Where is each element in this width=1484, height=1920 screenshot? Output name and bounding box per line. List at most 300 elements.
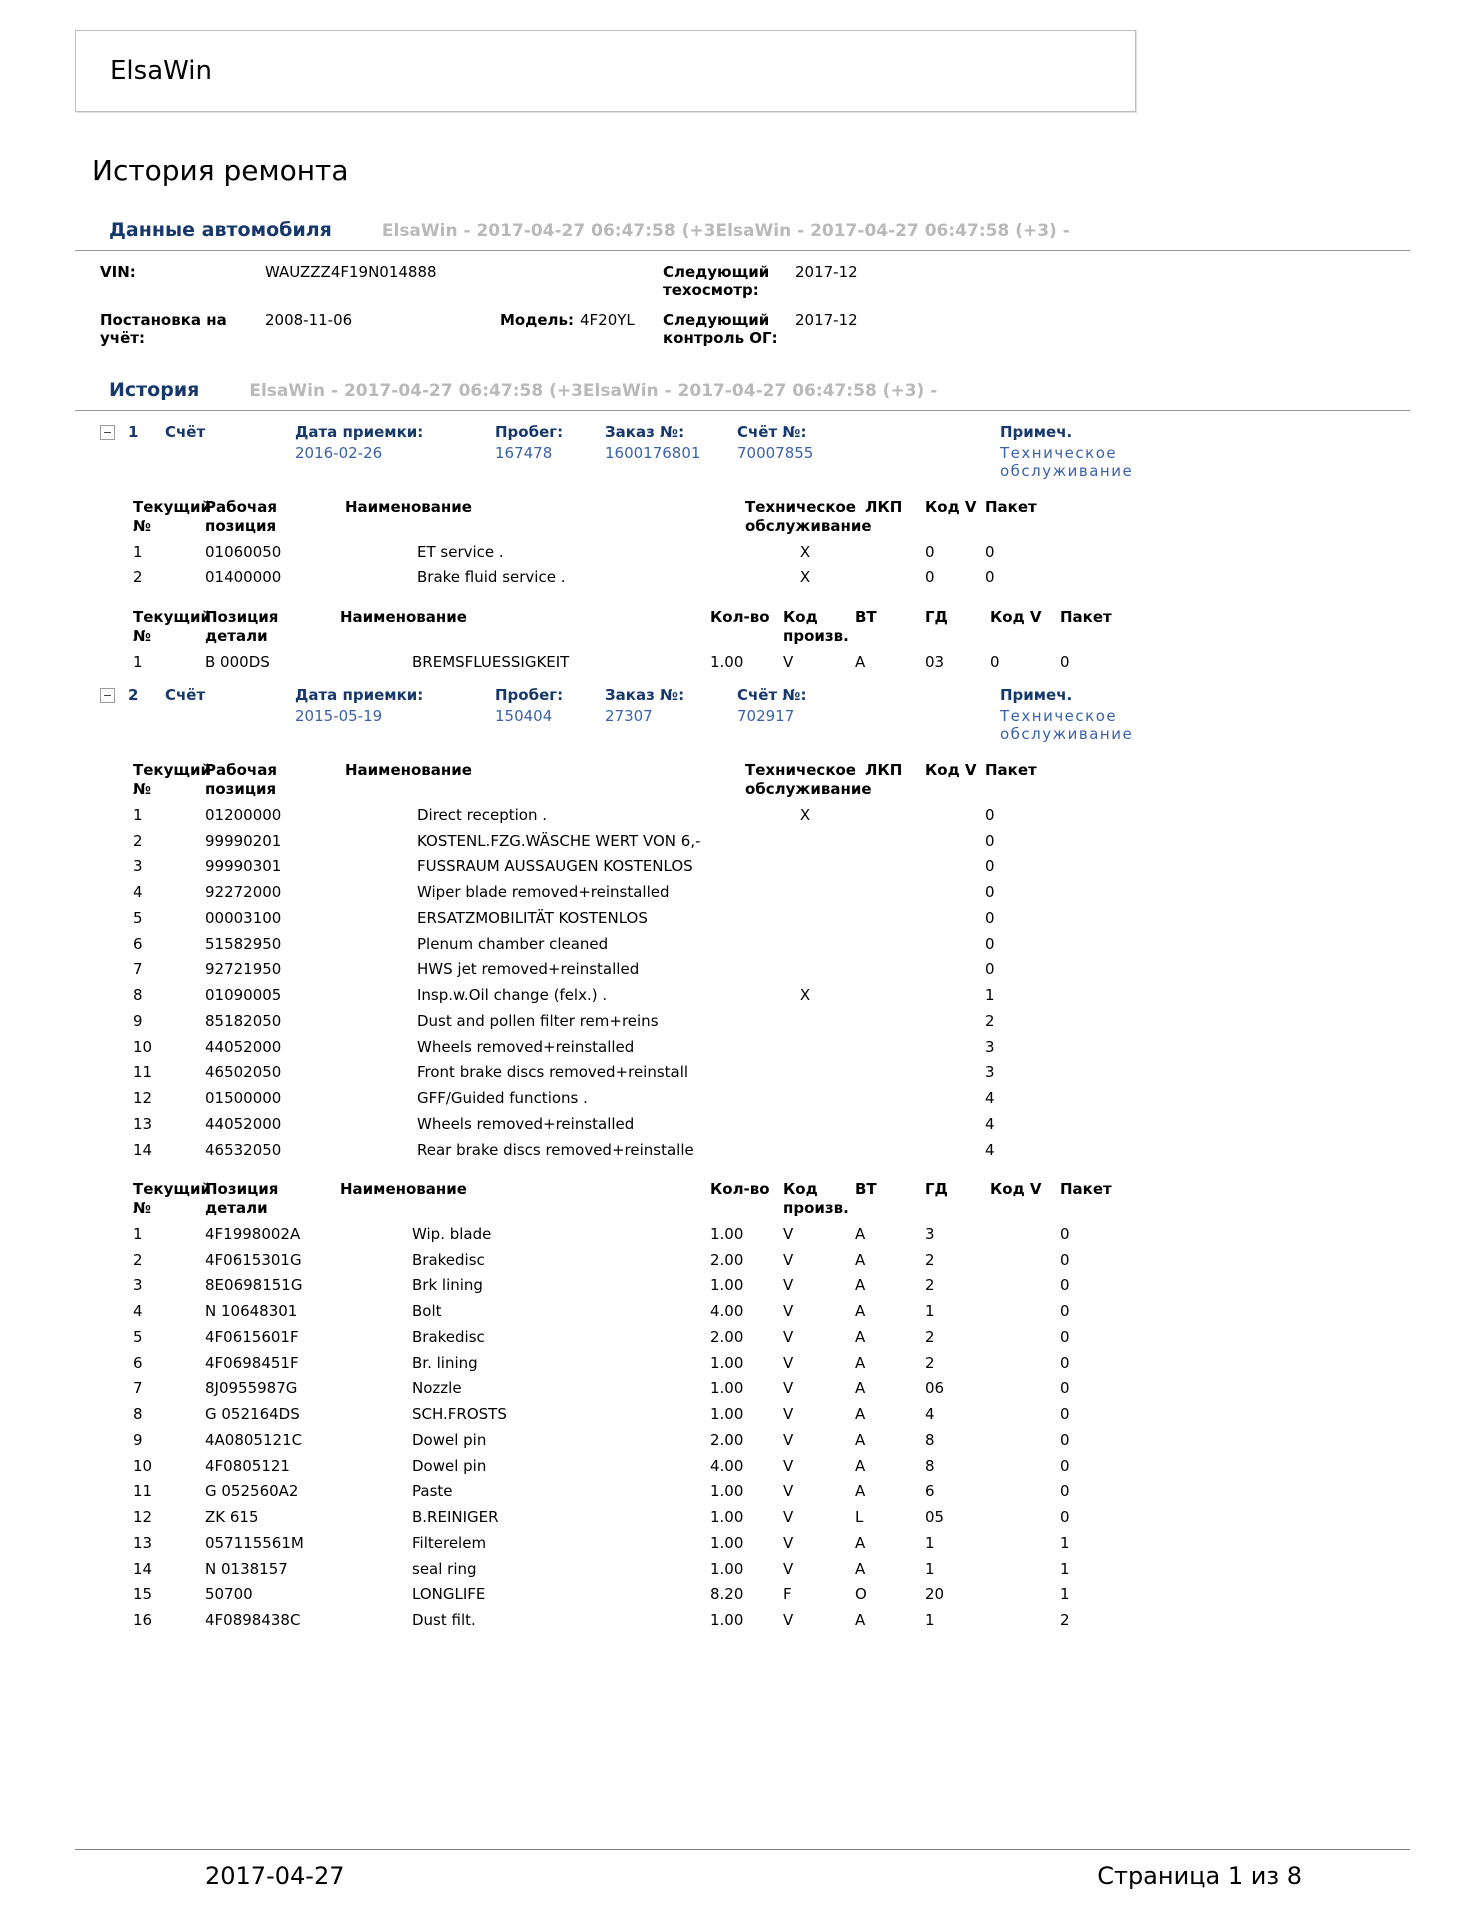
- cell-paket: 0: [985, 960, 995, 979]
- cell-name: Br. lining: [412, 1353, 478, 1372]
- cell-paket: 0: [985, 934, 995, 953]
- cell-qty: 1.00: [710, 1379, 744, 1398]
- date-value: 2015-05-19: [295, 707, 383, 726]
- record-date-cell: [295, 423, 495, 462]
- cell-name: SCH.FROSTS: [412, 1405, 507, 1423]
- cell-service: [745, 956, 865, 982]
- work-row: [133, 931, 1045, 957]
- model-label: Модель:: [500, 311, 574, 329]
- cell-num: 2: [133, 568, 143, 587]
- cell-num: 6: [133, 1353, 143, 1372]
- cell-paket: 2: [985, 1011, 995, 1030]
- cell-manufacturer-code: V: [783, 652, 794, 671]
- cell-kod-v: [925, 905, 985, 931]
- cell-paket: 4: [985, 1114, 995, 1133]
- part-row: [133, 649, 1120, 675]
- cell-gd: 8: [925, 1456, 935, 1475]
- cell-part-number: 4F0805121: [205, 1456, 290, 1475]
- cell-part-number: 8E0698151G: [205, 1276, 303, 1295]
- cell-qty: 1.00: [710, 652, 744, 671]
- work-row: [133, 539, 1045, 565]
- cell-qty: 1.00: [710, 1276, 744, 1295]
- cell-manufacturer-code: V: [783, 1430, 794, 1449]
- cell-gd: 4: [925, 1405, 935, 1423]
- cell-name: Rear brake discs removed+reinstalle: [417, 1140, 694, 1159]
- cell-num: 3: [133, 857, 143, 876]
- cell-bt: A: [855, 1224, 866, 1243]
- cell-paket: 0: [1060, 1327, 1070, 1346]
- cell-bt: A: [855, 1276, 866, 1295]
- cell-name: ET service .: [417, 542, 504, 561]
- cell-num: 7: [133, 1379, 143, 1398]
- cell-name: Brk lining: [412, 1276, 483, 1295]
- cell-paket: 0: [1060, 1250, 1070, 1269]
- col-kod-v: Код V: [990, 608, 1042, 626]
- cell-kod-v: [925, 1085, 985, 1111]
- cell-name: Wiper blade removed+reinstalled: [417, 883, 670, 901]
- cell-part-number: G 052560A2: [205, 1482, 299, 1501]
- cell-name: B.REINIGER: [412, 1508, 499, 1526]
- col-paket: Пакет: [985, 761, 1037, 780]
- part-row: [133, 1324, 1120, 1350]
- cell-paket: 3: [985, 1037, 995, 1056]
- cell-service: X: [799, 986, 811, 1004]
- part-row: [133, 1401, 1120, 1427]
- cell-kod-v: [990, 1375, 1060, 1401]
- record-invoice-cell: [737, 686, 1000, 725]
- cell-num: 11: [133, 1482, 153, 1501]
- date-value: 2016-02-26: [295, 444, 383, 462]
- work-row: [133, 1111, 1045, 1137]
- work-positions-table: [133, 494, 1045, 590]
- order-label: Заказ №:: [605, 423, 685, 441]
- record-order-cell: [605, 423, 737, 462]
- cell-service: [745, 1008, 865, 1034]
- cell-part-number: B 000DS: [205, 652, 270, 671]
- cell-bt: A: [855, 1302, 866, 1320]
- cell-gd: 3: [925, 1224, 935, 1243]
- cell-name: ERSATZMOBILITÄT KOSTENLOS: [417, 908, 648, 927]
- cell-num: 13: [133, 1114, 153, 1133]
- app-title: ElsaWin: [110, 56, 212, 86]
- cell-num: 1: [133, 1224, 143, 1243]
- minus-glyph: [104, 432, 111, 433]
- cell-num: 1: [133, 542, 143, 561]
- cell-paket: 0: [1060, 1456, 1070, 1475]
- cell-bt: A: [855, 652, 866, 671]
- minus-glyph: [104, 695, 111, 696]
- record-1-header: [75, 423, 1410, 480]
- cell-name: Wheels removed+reinstalled: [417, 1037, 635, 1056]
- cell-kod-v: [990, 1530, 1060, 1556]
- cell-paket: 0: [1060, 1353, 1070, 1372]
- cell-num: 7: [133, 960, 143, 979]
- cell-qty: 1.00: [710, 1405, 744, 1423]
- work-row: [133, 1085, 1045, 1111]
- vehicle-section-title: Данные автомобиля: [109, 219, 332, 241]
- mileage-label: Пробег:: [495, 686, 564, 705]
- cell-part-number: 50700: [205, 1585, 253, 1604]
- cell-position: 46502050: [205, 1063, 282, 1082]
- cell-num: 3: [133, 1276, 143, 1295]
- cell-lkp: [865, 828, 925, 854]
- cell-paket: 0: [1060, 1482, 1070, 1501]
- model-value: 4F20YL: [580, 311, 635, 329]
- col-bt: ВТ: [855, 608, 877, 626]
- cell-service: [745, 905, 865, 931]
- cell-num: 5: [133, 908, 143, 927]
- cell-name: Paste: [412, 1482, 453, 1501]
- col-name: Наименование: [345, 761, 472, 780]
- col-bt: ВТ: [855, 1180, 877, 1199]
- cell-name: Wheels removed+reinstalled: [417, 1114, 635, 1133]
- cell-service: X: [799, 805, 811, 824]
- record-number: 1: [128, 423, 139, 441]
- vehicle-data: [75, 263, 1410, 347]
- cell-num: 2: [133, 1250, 143, 1269]
- cell-service: [745, 1111, 865, 1137]
- report-content: [0, 112, 1484, 1637]
- part-row: [133, 1272, 1120, 1298]
- part-row: [133, 1556, 1120, 1582]
- cell-name: Front brake discs removed+reinstall: [417, 1063, 689, 1082]
- cell-name: Dust filt.: [412, 1611, 476, 1629]
- cell-part-number: 8J0955987G: [205, 1379, 298, 1398]
- cell-name: seal ring: [412, 1559, 477, 1578]
- cell-part-number: 4A0805121C: [205, 1430, 303, 1449]
- cell-kod-v: 0: [925, 568, 935, 587]
- cell-part-number: 4F0698451F: [205, 1353, 299, 1372]
- cell-paket: 0: [1060, 1508, 1070, 1526]
- cell-paket: 0: [1060, 1224, 1070, 1243]
- cell-manufacturer-code: V: [783, 1559, 794, 1578]
- footer-date: 2017-04-27: [205, 1862, 345, 1890]
- cell-service: [745, 828, 865, 854]
- vehicle-data-row-1: [75, 263, 1410, 299]
- col-service: Техническое обслуживание: [745, 761, 872, 798]
- cell-manufacturer-code: V: [783, 1250, 794, 1269]
- cell-paket: 4: [985, 1089, 995, 1107]
- cell-lkp: [865, 1111, 925, 1137]
- cell-name: Dust and pollen filter rem+reins: [417, 1011, 659, 1030]
- cell-paket: 0: [1060, 1405, 1070, 1423]
- cell-num: 1: [133, 652, 143, 671]
- next-inspection-value: 2017-12: [795, 263, 858, 281]
- next-inspection-label: Следующий техосмотр:: [663, 263, 770, 299]
- record-mileage-cell: [495, 686, 605, 725]
- cell-name: Dowel pin: [412, 1430, 487, 1449]
- cell-name: LONGLIFE: [412, 1585, 486, 1604]
- cell-bt: A: [855, 1430, 866, 1449]
- cell-part-number: G 052164DS: [205, 1405, 300, 1423]
- history-section-header: [75, 379, 1410, 411]
- collapse-minus-icon[interactable]: [100, 425, 115, 440]
- cell-manufacturer-code: V: [783, 1276, 794, 1295]
- cell-paket: 0: [985, 883, 995, 901]
- part-row: [133, 1478, 1120, 1504]
- record-type-label: Счёт: [165, 423, 206, 441]
- work-row: [133, 1034, 1045, 1060]
- work-row: [133, 905, 1045, 931]
- mileage-value: 167478: [495, 444, 553, 462]
- cell-paket: 0: [1060, 1302, 1070, 1320]
- cell-kod-v: [990, 1556, 1060, 1582]
- cell-gd: 2: [925, 1353, 935, 1372]
- cell-bt: A: [855, 1327, 866, 1346]
- note-label: Примеч.: [1000, 686, 1073, 705]
- cell-qty: 2.00: [710, 1250, 744, 1269]
- cell-bt: A: [855, 1405, 866, 1423]
- cell-name: Dowel pin: [412, 1456, 487, 1475]
- cell-lkp: [865, 1034, 925, 1060]
- cell-position: 85182050: [205, 1011, 282, 1030]
- cell-lkp: [865, 905, 925, 931]
- cell-paket: 1: [1060, 1533, 1070, 1552]
- cell-name: Brake fluid service .: [417, 568, 566, 587]
- cell-paket: 0: [985, 568, 995, 587]
- cell-gd: 2: [925, 1250, 935, 1269]
- mileage-value: 150404: [495, 707, 553, 726]
- cell-manufacturer-code: V: [783, 1327, 794, 1346]
- cell-name: Plenum chamber cleaned: [417, 934, 609, 953]
- cell-bt: A: [855, 1611, 866, 1629]
- cell-num: 6: [133, 934, 143, 953]
- cell-gd: 1: [925, 1302, 935, 1320]
- col-manufacturer-code: Код произв.: [783, 1180, 849, 1217]
- cell-gd: 2: [925, 1276, 935, 1295]
- cell-service: [745, 879, 865, 905]
- cell-position: 44052000: [205, 1037, 282, 1056]
- note-value: Техническое обслуживание: [1000, 444, 1134, 480]
- part-row: [133, 1504, 1120, 1530]
- cell-lkp: [865, 1059, 925, 1085]
- cell-paket: 1: [1060, 1585, 1070, 1604]
- cell-part-number: 057115561M: [205, 1533, 304, 1552]
- page-footer: [75, 1849, 1410, 1890]
- cell-lkp: [865, 1085, 925, 1111]
- cell-manufacturer-code: F: [783, 1585, 792, 1604]
- part-row: [133, 1530, 1120, 1556]
- cell-position: 99990201: [205, 831, 282, 850]
- invoice-no-label: Счёт №:: [737, 423, 807, 441]
- cell-service: [745, 931, 865, 957]
- cell-service: X: [799, 568, 811, 587]
- cell-part-number: 4F0898438C: [205, 1611, 301, 1629]
- work-row: [133, 1008, 1045, 1034]
- cell-position: 01400000: [205, 568, 282, 587]
- cell-position: 99990301: [205, 857, 282, 876]
- col-lkp: ЛКП: [865, 498, 903, 516]
- cell-position: 92272000: [205, 883, 282, 901]
- cell-paket: 3: [985, 1063, 995, 1082]
- next-emission-value: 2017-12: [795, 311, 858, 329]
- cell-position: 00003100: [205, 908, 282, 927]
- cell-manufacturer-code: V: [783, 1611, 794, 1629]
- invoice-no-value: 702917: [737, 707, 795, 726]
- col-part-position: Позиция детали: [205, 608, 279, 645]
- cell-bt: O: [855, 1585, 867, 1604]
- cell-kod-v: [925, 1008, 985, 1034]
- cell-num: 4: [133, 883, 143, 901]
- cell-paket: 0: [1060, 652, 1070, 671]
- cell-gd: 1: [925, 1533, 935, 1552]
- work-row: [133, 879, 1045, 905]
- cell-name: Nozzle: [412, 1379, 462, 1398]
- cell-kod-v: [990, 1401, 1060, 1427]
- cell-lkp: [865, 879, 925, 905]
- cell-service: [745, 1034, 865, 1060]
- work-row: [133, 956, 1045, 982]
- mileage-label: Пробег:: [495, 423, 564, 441]
- cell-bt: A: [855, 1250, 866, 1269]
- col-name: Наименование: [340, 608, 467, 626]
- cell-kod-v: [925, 1034, 985, 1060]
- note-value: Техническое обслуживание: [1000, 707, 1134, 744]
- cell-kod-v: [990, 1581, 1060, 1607]
- cell-paket: 0: [985, 857, 995, 876]
- vehicle-data-row-2: [75, 311, 1410, 347]
- work-row: [133, 802, 1045, 828]
- collapse-minus-icon[interactable]: [100, 688, 115, 703]
- cell-name: Bolt: [412, 1302, 442, 1320]
- cell-bt: A: [855, 1456, 866, 1475]
- col-gd: ГД: [925, 608, 948, 626]
- cell-position: 01090005: [205, 986, 282, 1004]
- order-label: Заказ №:: [605, 686, 685, 705]
- cell-kod-v: [925, 956, 985, 982]
- cell-name: Brakedisc: [412, 1327, 485, 1346]
- part-row: [133, 1607, 1120, 1633]
- cell-qty: 1.00: [710, 1559, 744, 1578]
- cell-part-number: ZK 615: [205, 1508, 259, 1526]
- cell-kod-v: [990, 1298, 1060, 1324]
- record-order-cell: [605, 686, 737, 725]
- record-2: [75, 686, 1410, 1633]
- cell-kod-v: [925, 1137, 985, 1163]
- history-section-title: История: [109, 379, 200, 401]
- invoice-no-label: Счёт №:: [737, 686, 807, 705]
- part-row: [133, 1221, 1120, 1247]
- cell-part-number: 4F0615301G: [205, 1250, 302, 1269]
- cell-part-number: 4F0615601F: [205, 1327, 299, 1346]
- cell-bt: A: [855, 1559, 866, 1578]
- cell-paket: 4: [985, 1140, 995, 1159]
- col-gd: ГД: [925, 1180, 948, 1199]
- cell-position: 46532050: [205, 1140, 282, 1159]
- cell-manufacturer-code: V: [783, 1379, 794, 1398]
- cell-kod-v: [990, 1453, 1060, 1479]
- cell-position: 92721950: [205, 960, 282, 979]
- work-table-header: [133, 757, 1045, 802]
- part-row: [133, 1247, 1120, 1273]
- work-row: [133, 1059, 1045, 1085]
- cell-kod-v: [990, 1427, 1060, 1453]
- cell-gd: 2: [925, 1327, 935, 1346]
- record-1-collapse-toggle[interactable]: [100, 423, 128, 440]
- col-current-num: Текущий №: [133, 1180, 211, 1217]
- cell-kod-v: [925, 802, 985, 828]
- cell-manufacturer-code: V: [783, 1508, 794, 1526]
- cell-bt: A: [855, 1533, 866, 1552]
- cell-name: GFF/Guided functions .: [417, 1089, 588, 1107]
- registration-value: 2008-11-06: [265, 311, 353, 329]
- record-2-collapse-toggle[interactable]: [100, 686, 128, 703]
- cell-service: X: [799, 542, 811, 561]
- app-header: [75, 30, 1136, 112]
- cell-kod-v: [990, 1324, 1060, 1350]
- cell-bt: L: [855, 1508, 864, 1526]
- record-note-cell: [1000, 423, 1410, 480]
- cell-qty: 1.00: [710, 1508, 744, 1526]
- cell-lkp: [865, 1137, 925, 1163]
- cell-kod-v: [925, 982, 985, 1008]
- cell-name: HWS jet removed+reinstalled: [417, 960, 640, 979]
- cell-lkp: [865, 564, 925, 590]
- vehicle-section-meta: ElsaWin - 2017-04-27 06:47:58 (+3ElsaWin - 2017-04-27 06:47:58 (+3) -: [381, 221, 1070, 241]
- cell-name: KOSTENL.FZG.WÄSCHE WERT VON 6,-: [417, 831, 701, 850]
- col-qty: Кол-во: [710, 1180, 770, 1199]
- order-value: 27307: [605, 707, 653, 726]
- cell-kod-v: [990, 1350, 1060, 1376]
- col-service: Техническое обслуживание: [745, 498, 872, 535]
- col-name: Наименование: [345, 498, 472, 516]
- cell-paket: 0: [985, 805, 995, 824]
- cell-lkp: [865, 982, 925, 1008]
- cell-num: 4: [133, 1302, 143, 1320]
- part-row: [133, 1427, 1120, 1453]
- cell-kod-v: [925, 1059, 985, 1085]
- cell-manufacturer-code: V: [783, 1405, 794, 1423]
- cell-position: 44052000: [205, 1114, 282, 1133]
- part-row: [133, 1581, 1120, 1607]
- cell-gd: 1: [925, 1611, 935, 1629]
- cell-kod-v: [925, 931, 985, 957]
- work-row: [133, 982, 1045, 1008]
- parts-table-header: [133, 1176, 1120, 1221]
- cell-qty: 1.00: [710, 1353, 744, 1372]
- cell-paket: 0: [985, 542, 995, 561]
- cell-lkp: [865, 802, 925, 828]
- col-lkp: ЛКП: [865, 761, 903, 780]
- cell-name: Brakedisc: [412, 1250, 485, 1269]
- cell-num: 14: [133, 1559, 153, 1578]
- cell-service: [745, 1085, 865, 1111]
- cell-qty: 4.00: [710, 1302, 744, 1320]
- cell-paket: 1: [985, 986, 995, 1004]
- work-row: [133, 1137, 1045, 1163]
- cell-num: 13: [133, 1533, 153, 1552]
- cell-lkp: [865, 956, 925, 982]
- cell-lkp: [865, 539, 925, 565]
- cell-num: 10: [133, 1456, 153, 1475]
- cell-service: [745, 1059, 865, 1085]
- part-row: [133, 1298, 1120, 1324]
- cell-lkp: [865, 853, 925, 879]
- col-qty: Кол-во: [710, 608, 770, 626]
- registration-label: Постановка на учёт:: [100, 311, 227, 347]
- cell-paket: 0: [1060, 1430, 1070, 1449]
- cell-num: 8: [133, 1405, 143, 1423]
- work-row: [133, 564, 1045, 590]
- cell-kod-v: 0: [990, 652, 1000, 671]
- cell-num: 2: [133, 831, 143, 850]
- cell-manufacturer-code: V: [783, 1456, 794, 1475]
- record-mileage-cell: [495, 423, 605, 462]
- col-current-num: Текущий №: [133, 761, 211, 798]
- work-row: [133, 853, 1045, 879]
- record-type-label: Счёт: [165, 686, 206, 705]
- cell-part-number: N 10648301: [205, 1302, 298, 1320]
